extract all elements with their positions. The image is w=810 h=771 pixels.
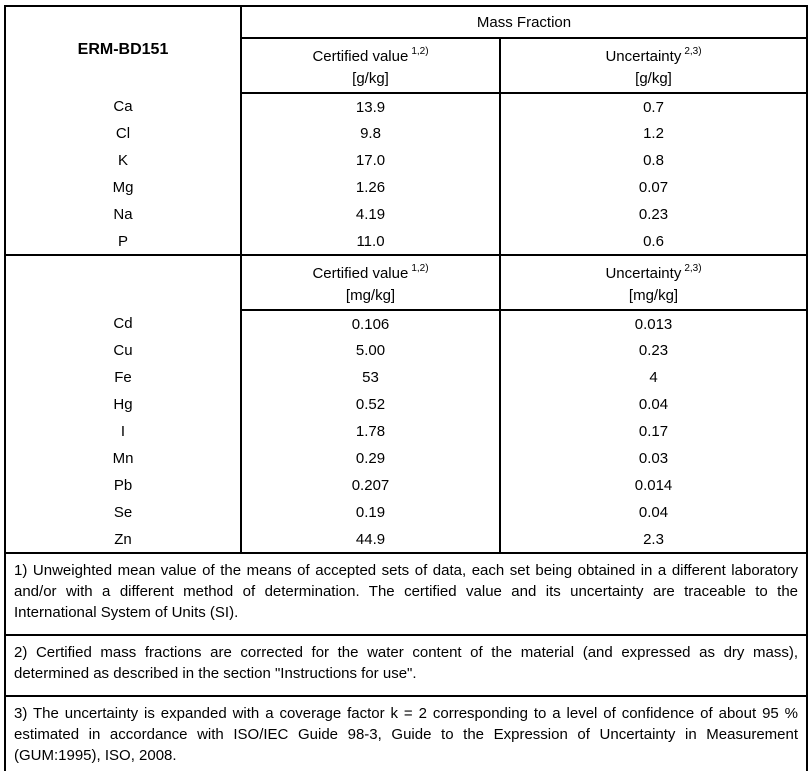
element-cell: P xyxy=(5,228,241,255)
footnote-ref: 1,2) xyxy=(411,262,429,274)
unit-label: [mg/kg] xyxy=(345,286,396,304)
element-cell: Cu xyxy=(113,342,133,359)
table-row xyxy=(5,93,807,120)
mass-fraction-header: Mass Fraction xyxy=(241,6,807,38)
table-row xyxy=(5,472,807,499)
uncertainty-cell: 0.03 xyxy=(500,445,807,472)
certified-value-cell: 5.00 xyxy=(241,337,500,364)
footnote-row xyxy=(5,553,807,635)
footnote-ref: 2,3) xyxy=(684,262,702,274)
footnote-1: 1) Unweighted mean value of the means of accepted sets of data, each set being obtained in a different laboratory and/or with a different method of determination. The certified value and its uncertainty are traceable to the International System of Units (SI). xyxy=(5,553,807,635)
certified-value-cell: 53 xyxy=(241,364,500,391)
footnote-2: 2) Certified mass fractions are corrected for the water content of the material (and expressed as dry mass), determined as described in the section "Instructions for use". xyxy=(5,635,807,696)
units-header-row-mgkg xyxy=(5,255,807,310)
certified-value-cell: 0.207 xyxy=(241,472,500,499)
element-cell: Mn xyxy=(112,450,134,467)
table-header xyxy=(5,6,807,93)
certified-value-cell: 1.26 xyxy=(241,174,500,201)
element-cell: K xyxy=(117,152,128,169)
empty-cell xyxy=(5,255,241,310)
uncertainty-label: Uncertainty $^{2,3)}$ xyxy=(605,262,702,282)
table-row xyxy=(5,120,807,147)
table-row xyxy=(5,337,807,364)
uncertainty-cell: 0.7 xyxy=(500,93,807,120)
uncertainty-cell: 0.6 xyxy=(500,228,807,255)
certified-value-cell: 9.8 xyxy=(241,120,500,147)
certified-value-label: Certified value $^{1,2)}$ xyxy=(312,262,429,282)
certified-value-cell: 0.19 xyxy=(241,499,500,526)
certified-values-table xyxy=(4,5,808,771)
element-cell: Se xyxy=(113,504,133,521)
uncertainty-cell: 2.3 xyxy=(500,526,807,553)
table-row xyxy=(5,147,807,174)
footnote-ref: 2,3) xyxy=(684,45,702,57)
uncertainty-cell: 0.04 xyxy=(500,499,807,526)
unit-label: [g/kg] xyxy=(635,69,672,87)
table-row xyxy=(5,174,807,201)
certified-value-cell: 44.9 xyxy=(241,526,500,553)
element-cell: Hg xyxy=(113,396,133,413)
certified-value-cell: 1.78 xyxy=(241,418,500,445)
element-cell: Fe xyxy=(114,369,132,386)
uncertainty-cell: 0.013 xyxy=(500,310,807,337)
uncertainty-cell: 0.8 xyxy=(500,147,807,174)
group-header-row xyxy=(5,6,807,38)
uncertainty-cell: 4 xyxy=(500,364,807,391)
footnote-row xyxy=(5,635,807,696)
certified-value-header-mgkg xyxy=(241,255,500,310)
certified-value-header-gkg xyxy=(241,38,500,93)
table-row xyxy=(5,201,807,228)
table-row xyxy=(5,228,807,255)
table-row xyxy=(5,526,807,553)
unit-label: [mg/kg] xyxy=(628,286,679,304)
uncertainty-cell: 1.2 xyxy=(500,120,807,147)
table-row xyxy=(5,310,807,337)
table-row xyxy=(5,391,807,418)
footnote-3: 3) The uncertainty is expanded with a coverage factor k = 2 corresponding to a level of confidence of about 95 % estimated in accordance with ISO/IEC Guide 98-3, Guide to the Expression of Uncertainty in Measurement (GUM:1995), ISO, 2008. xyxy=(5,696,807,771)
table-row xyxy=(5,445,807,472)
material-id-label: ERM-BD151 xyxy=(77,41,169,58)
element-cell: Cl xyxy=(115,125,131,142)
element-cell: Pb xyxy=(113,477,133,494)
uncertainty-cell: 0.04 xyxy=(500,391,807,418)
unit-label: [g/kg] xyxy=(352,69,389,87)
uncertainty-header-gkg xyxy=(500,38,807,93)
element-cell: Ca xyxy=(113,98,133,115)
certified-value-cell: 17.0 xyxy=(241,147,500,174)
element-cell: Zn xyxy=(5,526,241,553)
certified-value-cell: 11.0 xyxy=(241,228,500,255)
footnote-row xyxy=(5,696,807,771)
certified-value-cell: 0.106 xyxy=(241,310,500,337)
uncertainty-cell: 0.014 xyxy=(500,472,807,499)
mid-header-section xyxy=(5,255,807,310)
certified-value-cell: 4.19 xyxy=(241,201,500,228)
element-cell: Mg xyxy=(112,179,134,196)
uncertainty-cell: 0.07 xyxy=(500,174,807,201)
uncertainty-cell: 0.17 xyxy=(500,418,807,445)
certified-value-cell: 0.29 xyxy=(241,445,500,472)
element-cell: Na xyxy=(113,206,133,223)
table-row xyxy=(5,499,807,526)
uncertainty-header-mgkg xyxy=(500,255,807,310)
uncertainty-cell: 0.23 xyxy=(500,201,807,228)
table-row xyxy=(5,364,807,391)
footnote-ref: 1,2) xyxy=(411,45,429,57)
uncertainty-label: Uncertainty $^{2,3)}$ xyxy=(605,45,702,65)
footnotes-section xyxy=(5,553,807,771)
element-cell: Cd xyxy=(113,315,133,332)
certified-value-label: Certified value $^{1,2)}$ xyxy=(312,45,429,65)
mgkg-data-section xyxy=(5,310,807,553)
certified-value-cell: 0.52 xyxy=(241,391,500,418)
uncertainty-cell: 0.23 xyxy=(500,337,807,364)
element-cell: I xyxy=(120,423,126,440)
certified-value-cell: 13.9 xyxy=(241,93,500,120)
table-row xyxy=(5,418,807,445)
gkg-data-section xyxy=(5,93,807,255)
